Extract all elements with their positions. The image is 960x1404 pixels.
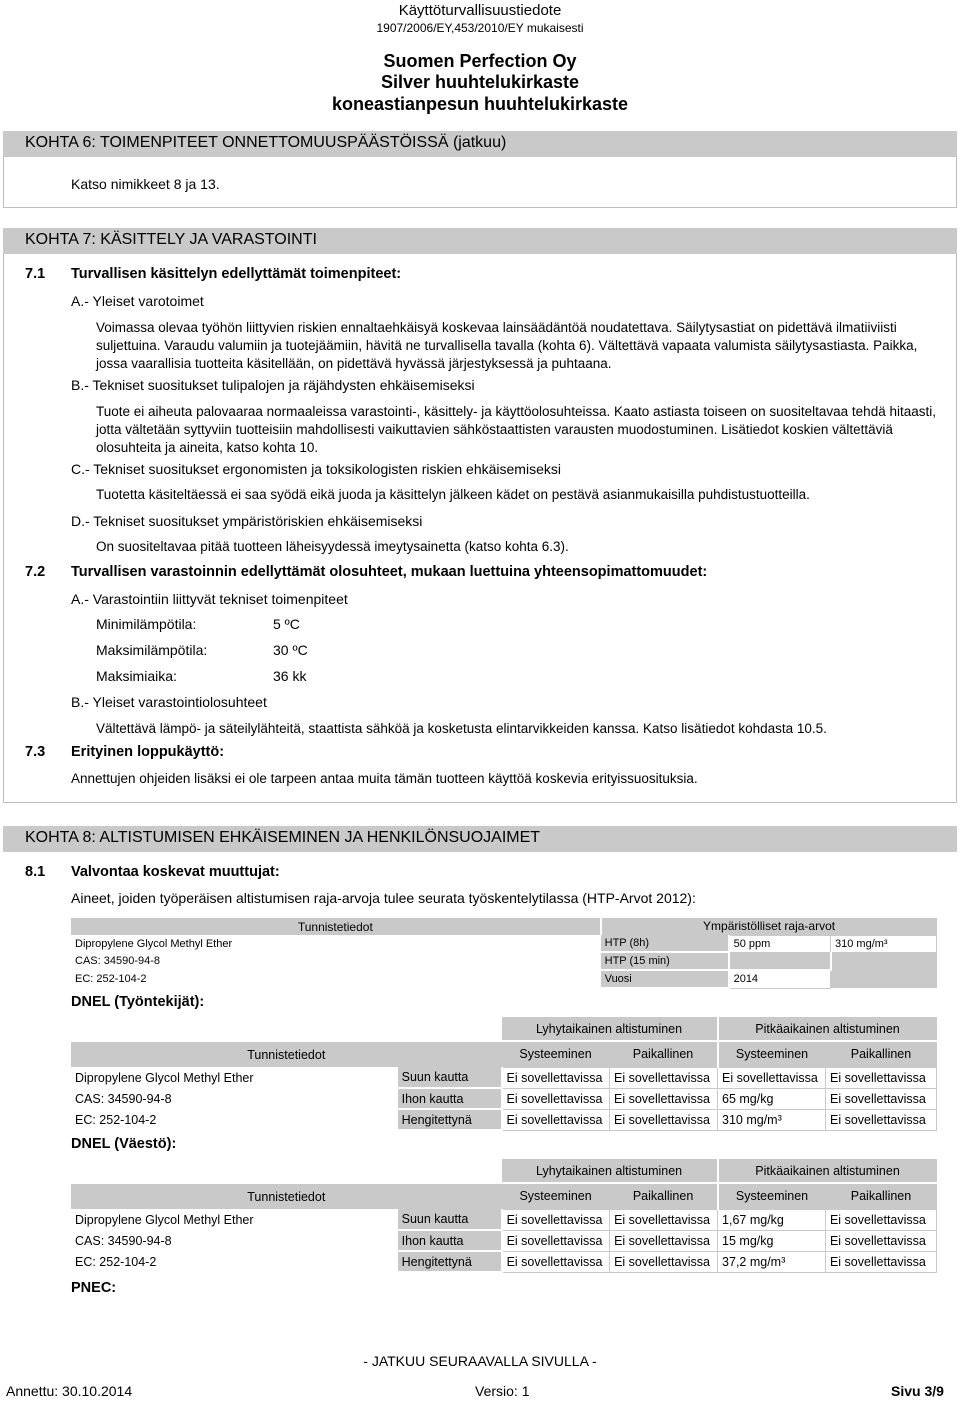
htp-value: 310 mg/m³	[831, 935, 937, 952]
dnel-workers-name: Dipropylene Glycol Methyl Ether	[75, 1070, 254, 1085]
dnel-population-ec: EC: 252-104-2	[75, 1254, 157, 1269]
s81-intro: Aineet, joiden työperäisen altistumisen raja-arvoja tulee seurata työskentelytilassa (HTP-Arvot 2012):	[71, 890, 696, 906]
s72-title: Turvallisen varastoinnin edellyttämät olosuhteet, mukaan luettuina yhteensopimattomuudet:	[71, 564, 708, 580]
dnel-population-title: DNEL (Väestö):	[71, 1136, 177, 1152]
min-temp-label: Minimilämpötila:	[96, 616, 197, 632]
dnel-workers-col: Paikallinen	[610, 1041, 718, 1067]
page-number: Sivu 3/9	[891, 1383, 944, 1399]
htp-row-label: HTP (15 min)	[601, 952, 729, 970]
min-temp-value: 5 ºC	[273, 616, 300, 632]
htp-value: 50 ppm	[729, 935, 831, 952]
issued-date: Annettu: 30.10.2014	[6, 1383, 133, 1399]
s71-d-title: D.- Tekniset suositukset ympäristöriskien ehkäisemiseksi	[71, 513, 423, 529]
s71-a-text: Voimassa olevaa työhön liittyvien riskien ennaltaehkäisyä koskevaa lainsäädäntöä noudatettava. Säilytysastiat on pidettävä ilmatiiviisti suljettuina. Varaudu valumiin ja tuotejäämiin, hävitä ne turvallisella tavalla (kohta 6). Vältettävä vapaata valumista säilytysastiasta. Paikka, jossa vaarallisia tuotteita käsitellään, on pidettävä hyvässä järjestyksessä ja puhtaana.	[96, 320, 918, 371]
dnel-value: Ei sovellettavissa	[610, 1109, 718, 1130]
dnel-value: Ei sovellettavissa	[502, 1251, 610, 1272]
dnel-workers-short: Lyhytaikainen altistuminen	[502, 1017, 718, 1041]
dnel-workers-col: Systeeminen	[502, 1041, 610, 1067]
doc-type: Käyttöturvallisuustiedote	[398, 2, 562, 19]
dnel-population-head-id: Tunnistetiedot	[71, 1183, 502, 1209]
product-name: Silver huuhtelukirkaste	[380, 72, 580, 92]
htp-row-label: Vuosi	[601, 970, 729, 988]
dnel-workers-col: Systeeminen	[718, 1041, 826, 1067]
dnel-value: Ei sovellettavissa	[825, 1251, 936, 1272]
dnel-value: Ei sovellettavissa	[502, 1067, 610, 1088]
dnel-value: Ei sovellettavissa	[502, 1230, 610, 1251]
s81-number: 8.1	[25, 864, 46, 880]
htp-row-label: HTP (8h)	[601, 935, 729, 952]
s71-number: 7.1	[25, 266, 46, 282]
version: Versio: 1	[475, 1383, 530, 1399]
s71-b-title: B.- Tekniset suositukset tulipalojen ja räjähdysten ehkäisemiseksi	[71, 377, 475, 393]
dnel-population-short: Lyhytaikainen altistuminen	[502, 1159, 718, 1183]
s71-a-title: A.- Yleiset varotoimet	[71, 293, 204, 309]
section-6-text: Katso nimikkeet 8 ja 13.	[71, 176, 220, 192]
dnel-value: 310 mg/m³	[718, 1109, 826, 1130]
dnel-workers-col: Paikallinen	[825, 1041, 936, 1067]
dnel-workers-cas: CAS: 34590-94-8	[75, 1091, 172, 1106]
htp-substance-name: Dipropylene Glycol Methyl Ether	[75, 937, 233, 950]
s73-number: 7.3	[25, 744, 46, 760]
dnel-population-long: Pitkäaikainen altistuminen	[718, 1159, 937, 1183]
dnel-value: 1,67 mg/kg	[718, 1209, 826, 1230]
dnel-value: Ei sovellettavissa	[610, 1209, 718, 1230]
s71-c-text: Tuotetta käsiteltäessä ei saa syödä eikä juoda ja käsittelyn jälkeen kädet on pestävä asianmukaisilla puhdistustuotteilla.	[96, 487, 810, 502]
dnel-value: Ei sovellettavissa	[502, 1088, 610, 1109]
s81-title: Valvontaa koskevat muuttujat:	[71, 864, 280, 880]
company-name: Suomen Perfection Oy	[383, 51, 577, 71]
dnel-workers-title: DNEL (Työntekijät):	[71, 994, 205, 1010]
dnel-value: Ei sovellettavissa	[825, 1088, 936, 1109]
htp-empty-cell	[831, 970, 937, 988]
dnel-route: Hengitettynä	[398, 1109, 502, 1130]
htp-empty-cell	[831, 952, 937, 970]
htp-empty-cell	[729, 952, 831, 970]
section-6-header: KOHTA 6: TOIMENPITEET ONNETTOMUUSPÄÄSTÖISSÄ (jatkuu)	[3, 131, 957, 157]
dnel-route: Hengitettynä	[398, 1251, 502, 1272]
dnel-value: Ei sovellettavissa	[718, 1067, 826, 1088]
dnel-workers-long: Pitkäaikainen altistuminen	[718, 1017, 937, 1041]
dnel-population-col: Systeeminen	[718, 1183, 826, 1209]
dnel-value: 37,2 mg/m³	[718, 1251, 826, 1272]
s71-c-title: C.- Tekniset suositukset ergonomisten ja toksikologisten riskien ehkäisemiseksi	[71, 461, 561, 477]
max-time-value: 36 kk	[273, 668, 307, 684]
s73-text: Annettujen ohjeiden lisäksi ei ole tarpeen antaa muita tämän tuotteen käyttöä koskevia erityissuosituksia.	[71, 771, 698, 786]
htp-ec: EC: 252-104-2	[75, 973, 147, 985]
s73-title: Erityinen loppukäyttö:	[71, 744, 225, 760]
dnel-value: Ei sovellettavissa	[502, 1109, 610, 1130]
s72-number: 7.2	[25, 564, 46, 580]
dnel-value: Ei sovellettavissa	[610, 1230, 718, 1251]
htp-table	[71, 918, 937, 989]
dnel-value: 65 mg/kg	[718, 1088, 826, 1109]
dnel-population-col: Paikallinen	[825, 1183, 936, 1209]
dnel-workers-table	[71, 1017, 937, 1131]
dnel-route: Ihon kautta	[398, 1230, 502, 1251]
regulation: 1907/2006/EY,453/2010/EY mukaisesti	[376, 21, 584, 35]
dnel-workers-head-id: Tunnistetiedot	[71, 1041, 502, 1067]
dnel-population-cas: CAS: 34590-94-8	[75, 1233, 172, 1248]
dnel-route: Suun kautta	[398, 1209, 502, 1230]
max-temp-value: 30 ºC	[273, 642, 308, 658]
continue-note: - JATKUU SEURAAVALLA SIVULLA -	[363, 1353, 597, 1369]
dnel-value: Ei sovellettavissa	[502, 1209, 610, 1230]
s71-d-text: On suositeltavaa pitää tuotteen läheisyydessä imeytysainetta (katso kohta 6.3).	[96, 539, 569, 554]
s72-b-title: B.- Yleiset varastointiolosuhteet	[71, 694, 267, 710]
dnel-value: Ei sovellettavissa	[825, 1109, 936, 1130]
dnel-value: Ei sovellettavissa	[825, 1067, 936, 1088]
s71-title: Turvallisen käsittelyn edellyttämät toimenpiteet:	[71, 266, 402, 282]
max-temp-label: Maksimilämpötila:	[96, 642, 208, 658]
htp-head-limits: Ympäristölliset raja-arvot	[601, 918, 937, 935]
htp-value: 2014	[729, 970, 831, 988]
dnel-value: Ei sovellettavissa	[610, 1251, 718, 1272]
s72-b-text: Vältettävä lämpö- ja säteilylähteitä, staattista sähköä ja kosketusta elintarvikkeiden kanssa. Katso lisätiedot kohdasta 10.5.	[96, 721, 827, 736]
dnel-value: Ei sovellettavissa	[610, 1088, 718, 1109]
dnel-workers-ec: EC: 252-104-2	[75, 1112, 157, 1127]
dnel-value: 15 mg/kg	[718, 1230, 826, 1251]
dnel-route: Ihon kautta	[398, 1088, 502, 1109]
htp-cas: CAS: 34590-94-8	[75, 955, 160, 967]
dnel-population-col: Paikallinen	[610, 1183, 718, 1209]
product-description: koneastianpesun huuhtelukirkaste	[331, 94, 629, 114]
dnel-population-table	[71, 1159, 937, 1273]
s71-b-text: Tuote ei aiheuta palovaaraa normaaleissa varastointi-, käsittely- ja käyttöolosuhteissa. Kaato astiasta toiseen on suositeltavaa tehdä hitaasti, jotta vältetään syttyviin tuotteisiin mahdollisesti vaikuttavien sähköstaattisten varausten muodostuminen. Lisätiedot koskien vältettäviä olosuhteita ja aineita, katso kohta 10.	[96, 404, 936, 455]
dnel-population-col: Systeeminen	[502, 1183, 610, 1209]
dnel-value: Ei sovellettavissa	[825, 1209, 936, 1230]
max-time-label: Maksimiaika:	[96, 668, 177, 684]
section-7-header: KOHTA 7: KÄSITTELY JA VARASTOINTI	[3, 228, 957, 254]
dnel-route: Suun kautta	[398, 1067, 502, 1088]
pnec-title: PNEC:	[71, 1280, 117, 1296]
dnel-value: Ei sovellettavissa	[825, 1230, 936, 1251]
section-8-header: KOHTA 8: ALTISTUMISEN EHKÄISEMINEN JA HENKILÖNSUOJAIMET	[3, 826, 957, 852]
dnel-value: Ei sovellettavissa	[610, 1067, 718, 1088]
dnel-population-name: Dipropylene Glycol Methyl Ether	[75, 1212, 254, 1227]
s72-a-title: A.- Varastointiin liittyvät tekniset toimenpiteet	[71, 591, 348, 607]
htp-head-id: Tunnistetiedot	[71, 918, 601, 935]
